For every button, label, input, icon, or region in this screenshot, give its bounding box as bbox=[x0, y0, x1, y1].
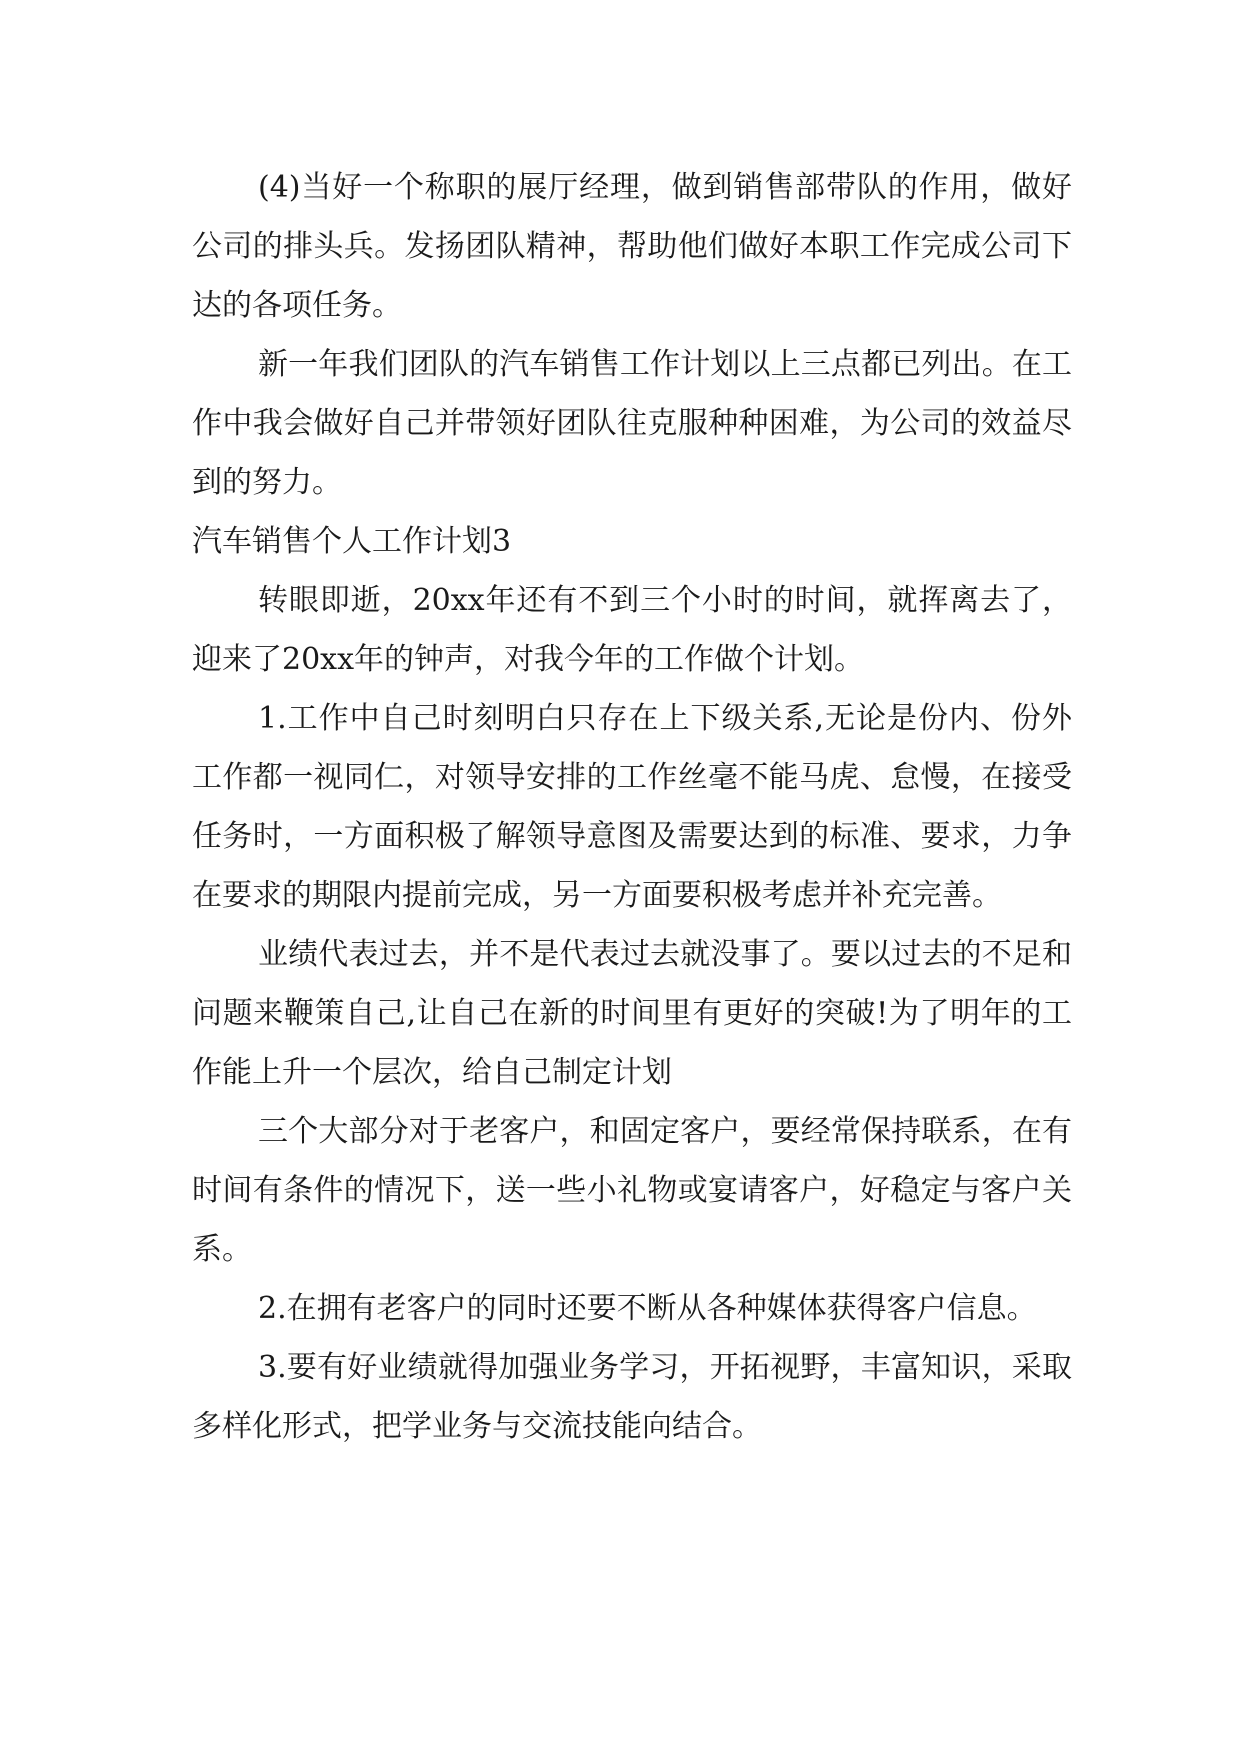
paragraph-team-plan-summary: 新一年我们团队的汽车销售工作计划以上三点都已列出。在工作中我会做好自己并带领好团队往克服种种困难，为公司的效益尽到的努力。 bbox=[192, 347, 1072, 500]
paragraph-point-1: 1.工作中自己时刻明白只存在上下级关系,无论是份内、份外工作都一视同仁，对领导安排的工作丝毫不能马虎、怠慢，在接受任务时，一方面积极了解领导意图及需要达到的标准、要求，力争在要求的期限内提前完成，另一方面要积极考虑并补充完善。 bbox=[192, 701, 1072, 913]
paragraph-showroom-manager: (4)当好一个称职的展厅经理，做到销售部带队的作用，做好公司的排头兵。发扬团队精神，帮助他们做好本职工作完成公司下达的各项任务。 bbox=[192, 170, 1072, 323]
paragraph-point-2: 2.在拥有老客户的同时还要不断从各种媒体获得客户信息。 bbox=[258, 1291, 1037, 1326]
paragraph-intro: 转眼即逝，20xx年还有不到三个小时的时间，就挥离去了，迎来了20xx年的钟声，对我今年的工作做个计划。 bbox=[192, 583, 1072, 677]
paragraph-performance: 业绩代表过去，并不是代表过去就没事了。要以过去的不足和问题来鞭策自己,让自己在新的时间里有更好的突破!为了明年的工作能上升一个层次，给自己制定计划 bbox=[192, 937, 1072, 1090]
paragraph-old-customers: 三个大部分对于老客户，和固定客户，要经常保持联系，在有时间有条件的情况下，送一些小礼物或宴请客户，好稳定与客户关系。 bbox=[192, 1114, 1072, 1267]
section-heading: 汽车销售个人工作计划3 bbox=[192, 524, 512, 559]
paragraph-point-3: 3.要有好业绩就得加强业务学习，开拓视野，丰富知识，采取多样化形式，把学业务与交流技能向结合。 bbox=[192, 1350, 1072, 1444]
document-body bbox=[192, 158, 1072, 1456]
